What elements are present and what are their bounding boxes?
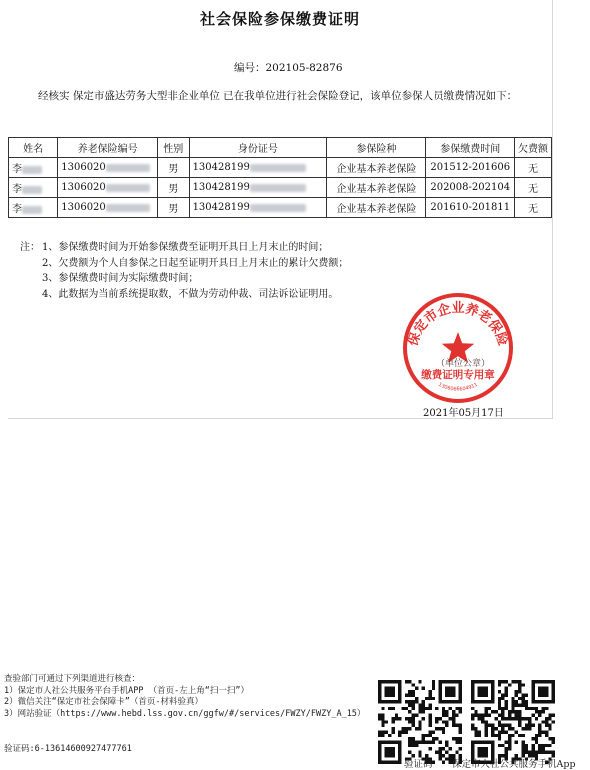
- document-title: 社会保险参保缴费证明: [199, 10, 360, 28]
- cell-gender: 男: [157, 178, 189, 198]
- instruction-line: 2）微信关注“保定市社会保障卡”（首页-材料验真）: [4, 697, 203, 707]
- col-header-arrears: 欠费额: [514, 138, 551, 158]
- table-row: [9, 178, 552, 198]
- cell-name: 李: [9, 158, 58, 178]
- col-header-id-no: 身份证号: [189, 138, 327, 158]
- seal-bottom-text: 缴费证明专用章: [421, 369, 495, 381]
- serial-number: 编号：202105-82876: [234, 62, 343, 74]
- app-qr-code[interactable]: [471, 680, 555, 764]
- cell-gender: 男: [157, 198, 189, 218]
- col-header-gender: 性别: [157, 138, 189, 158]
- col-header-pension-no: 养老保险编号: [58, 138, 158, 158]
- seal-top-text: 保定市企业养老保险: [405, 301, 511, 348]
- redaction-blur: [106, 184, 150, 192]
- redaction-blur: [106, 204, 150, 212]
- redaction-blur: [22, 166, 42, 174]
- cell-name: 李: [9, 198, 58, 218]
- redaction-blur: [250, 164, 306, 172]
- verify-code: 验证码:6-13614600927477761: [4, 744, 132, 754]
- cell-pension-no: 1306020: [58, 178, 158, 198]
- col-header-name: 姓名: [9, 138, 58, 158]
- payment-table: [8, 137, 552, 218]
- certificate-date: 2021年05月17日: [423, 408, 504, 419]
- cell-arrears: 无: [514, 178, 551, 198]
- cell-insurance: 企业基本养老保险: [327, 158, 426, 178]
- table-row: [9, 158, 552, 178]
- verification-instructions: [4, 674, 365, 720]
- notes-section: [20, 240, 348, 302]
- redaction-blur: [250, 184, 306, 192]
- note-item: 3、参保缴费时间为实际缴费时间；: [42, 273, 199, 284]
- instruction-line: 1）保定市人社公共服务平台手机APP （首页-左上角“扫一扫”）: [4, 685, 249, 696]
- instruction-line: 3）网站验证（https://www.hebd.lss.gov.cn/ggfw/#/services/FWZY/FWZY_A_15）: [4, 708, 366, 719]
- notes-label: 注：: [20, 242, 40, 253]
- table-header-row: [9, 138, 552, 158]
- redaction-blur: [250, 204, 306, 212]
- table-row: [9, 198, 552, 218]
- note-item: 4、此数据为当前系统提取数，不做为劳动仲裁、司法诉讼证明用。: [42, 288, 339, 300]
- cell-id-no: 130428199: [189, 158, 327, 178]
- note-item: 注： 1、参保缴费时间为开始参保缴费至证明开具日上月末止的时间；: [20, 240, 348, 256]
- verify-qr-label: 验证码: [404, 759, 433, 770]
- cell-gender: 男: [157, 158, 189, 178]
- cell-pension-no: 1306020: [58, 198, 158, 218]
- cell-pension-no: 1306020: [58, 158, 158, 178]
- cell-arrears: 无: [514, 158, 551, 178]
- cell-arrears: 无: [514, 198, 551, 218]
- unit-stamp-label: （单位公章）: [436, 359, 491, 369]
- seal-code: 1306066604911: [437, 381, 479, 393]
- instruction-line: 查验部门可通过下列渠道进行核查：: [4, 674, 141, 684]
- col-header-period: 参保缴费时间: [426, 138, 514, 158]
- redaction-blur: [106, 164, 150, 172]
- cell-period: 202008-202104: [426, 178, 514, 198]
- official-seal: [397, 292, 519, 404]
- cell-id-no: 130428199: [189, 178, 327, 198]
- redaction-blur: [22, 206, 42, 214]
- cell-insurance: 企业基本养老保险: [327, 198, 426, 218]
- col-header-insurance: 参保险种: [327, 138, 426, 158]
- cell-id-no: 130428199: [189, 198, 327, 218]
- cell-period: 201512-201606: [426, 158, 514, 178]
- intro-paragraph: 经核实 保定市盛达劳务大型非企业单位 已在我单位进行社会保险登记，该单位参保人员缴费情况如下：: [38, 90, 518, 102]
- verify-qr-code[interactable]: [378, 680, 462, 764]
- cell-name: 李: [9, 178, 58, 198]
- note-item: 2、欠费额为个人自参保之日起至证明开具日上月末止的累计欠费额；: [42, 257, 349, 269]
- cell-insurance: 企业基本养老保险: [327, 178, 426, 198]
- redaction-blur: [22, 186, 42, 194]
- app-qr-label: 保定市人社公共服务手机App: [452, 759, 576, 770]
- cell-period: 201610-201811: [426, 198, 514, 218]
